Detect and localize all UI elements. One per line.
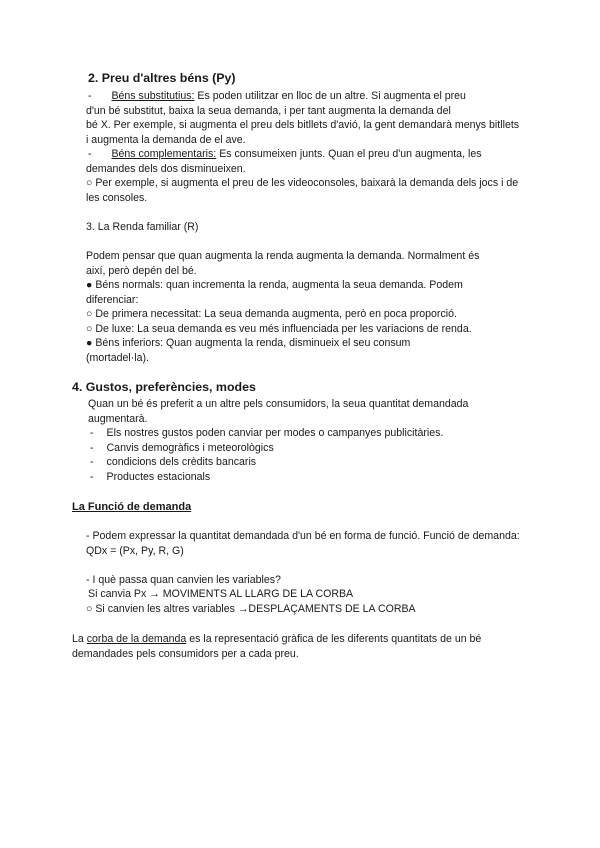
substitutius-line-3: bé X. Per exemple, si augmenta el preu dels bitllets d'avió, la gent demandarà menys bitllets	[86, 119, 520, 131]
bens-normals-line-1: ● Béns normals: quan incrementa la renda, augmenta la seua demanda. Podem	[86, 279, 463, 291]
corba-line-2: demandades pels consumidors per a cada preu.	[72, 648, 299, 660]
section-2-heading: 2. Preu d'altres béns (Py)	[88, 71, 236, 85]
renda-paragraph-line-1: Podem pensar que quan augmenta la renda augmenta la demanda. Normalment és	[86, 250, 480, 262]
list-item-text: Productes estacionals	[106, 471, 211, 483]
substitutius-term: Béns substitutius:	[111, 90, 195, 102]
substitutius-line-1	[88, 89, 466, 103]
primera-necessitat: ○ De primera necessitat: La seua demanda augmenta, però en poca proporció.	[86, 308, 457, 320]
corba-line-1	[72, 632, 481, 646]
canvia-px-line: Si canvia Px → MOVIMENTS AL LLARG DE LA CORBA	[88, 588, 354, 600]
substitutius-line-2: d'un bé substitut, baixa la seua demanda, i per tant augmenta la demanda del	[86, 105, 451, 117]
complementaris-line-1	[88, 147, 482, 161]
bullet-dash: -	[90, 442, 94, 454]
substitutius-line-4: i augmenta la demanda de el ave.	[86, 134, 246, 146]
list-item-text: Canvis demogràfics i meteorològics	[106, 442, 274, 454]
bullet-dash: -	[88, 148, 92, 160]
funcio-question: - I què passa quan canvien les variables?	[86, 574, 281, 586]
bullet-dash: -	[90, 427, 94, 439]
corba-pre: La	[72, 633, 87, 645]
complementaris-line-2: demandes dels dos disminueixen.	[86, 163, 246, 175]
gustos-paragraph-line-2: augmentarà.	[88, 413, 148, 425]
luxe: ○ De luxe: La seua demanda es veu més influenciada per les variacions de renda.	[86, 323, 472, 335]
funcio-demanda-heading: La Funció de demanda	[72, 501, 192, 513]
substitutius-text: Es poden utilitzar en lloc de un altre. Si augmenta el preu	[194, 90, 466, 102]
list-item	[90, 441, 274, 455]
list-item	[90, 426, 443, 440]
corba-term: corba de la demanda	[86, 633, 187, 645]
complementaris-line-4: les consoles.	[86, 192, 148, 204]
bens-inferiors-line-1: ● Béns inferiors: Quan augmenta la renda, disminueix el seu consum	[86, 337, 411, 349]
funcio-line-1: - Podem expressar la quantitat demandada d'un bé en forma de funció. Funció de demanda:	[86, 530, 520, 542]
altres-variables-line: ○ Si canvien les altres variables →DESPLAÇAMENTS DE LA CORBA	[86, 603, 416, 615]
list-item-text: Els nostres gustos poden canviar per modes o campanyes publicitàries.	[106, 427, 444, 439]
section-3-heading: 3. La Renda familiar (R)	[86, 221, 199, 233]
list-item-text: condicions dels crèdits bancaris	[106, 456, 257, 468]
list-item	[90, 455, 256, 469]
section-4-heading: 4. Gustos, preferències, modes	[72, 380, 256, 394]
bullet-dash: -	[90, 471, 94, 483]
complementaris-term: Béns complementaris:	[111, 148, 217, 160]
renda-paragraph-line-2: així, però depén del bé.	[86, 265, 197, 277]
corba-rest: es la representació gràfica de les diferents quantitats de un bé	[186, 633, 482, 645]
complementaris-line-3: ○ Per exemple, si augmenta el preu de les videoconsoles, baixarà la demanda dels jocs i de	[86, 177, 519, 189]
funcio-formula: QDx = (Px, Py, R, G)	[86, 545, 184, 557]
bens-normals-line-2: diferenciar:	[86, 294, 139, 306]
bullet-dash: -	[90, 456, 94, 468]
list-item	[90, 470, 210, 484]
complementaris-text: Es consumeixen junts. Quan el preu d'un augmenta, les	[216, 148, 482, 160]
bens-inferiors-line-2: (mortadel·la).	[86, 352, 149, 364]
bullet-dash: -	[88, 90, 92, 102]
gustos-paragraph-line-1: Quan un bé és preferit a un altre pels consumidors, la seua quantitat demandada	[88, 398, 469, 410]
